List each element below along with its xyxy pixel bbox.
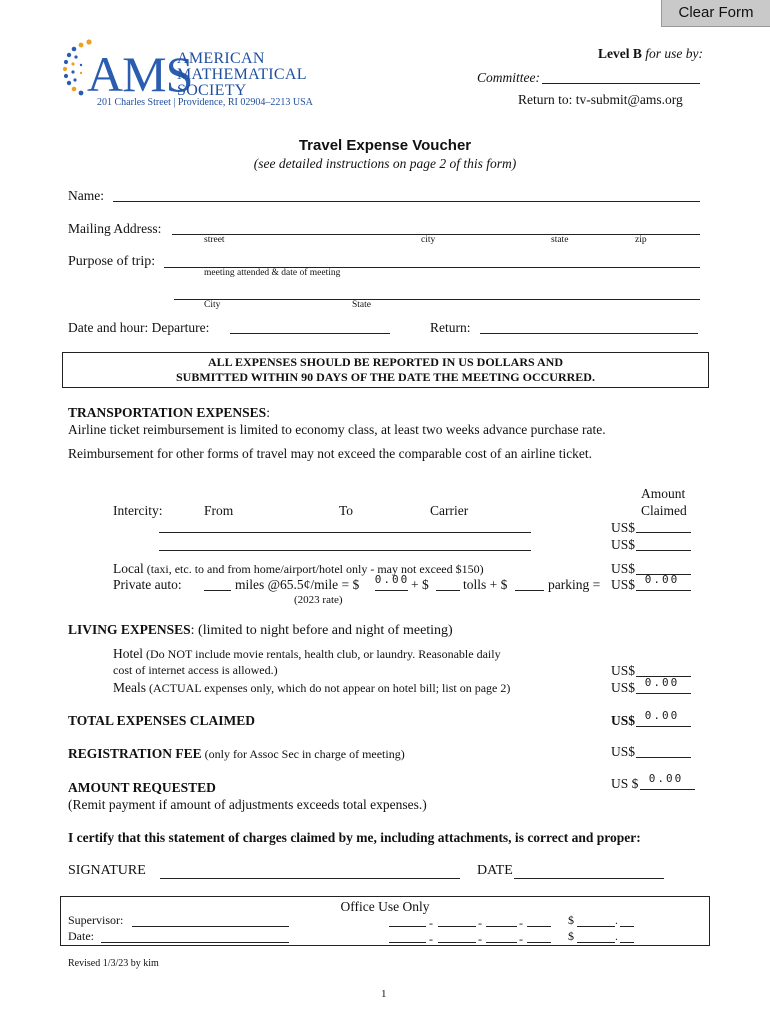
account-code-1c[interactable] [486,926,517,927]
level-b: Level B [598,46,642,61]
date-field[interactable] [514,878,664,879]
registration-label: REGISTRATION FEE [68,746,202,761]
living-note: : (limited to night before and night of meeting) [190,623,453,638]
to-header: To [339,503,354,518]
parking-field[interactable] [515,590,544,591]
account-code-1b[interactable] [438,926,476,927]
committee-field[interactable] [542,83,700,84]
dash: - [429,932,433,946]
registration-line [68,746,405,762]
office-amount-1[interactable] [577,926,615,927]
usd-label: US$ [611,561,636,576]
office-dollar-1: $ [568,913,574,927]
dash: - [519,916,523,930]
account-code-1d[interactable] [527,926,551,927]
state-hint-2: State [352,300,371,310]
notice-line-2: SUBMITTED WITHIN 90 DAYS OF THE DATE THE MEETING OCCURRED. [176,370,595,384]
office-dollar-2: $ [568,929,574,943]
ams-name-line-1: AMERICAN [177,50,265,67]
return-label: Return: [430,320,471,335]
usd-label: US$ [611,577,636,592]
miles-field[interactable] [204,590,231,591]
amount-header: Amount [641,486,686,501]
for-use-by: for use by: [641,46,703,61]
supervisor-label: Supervisor: [68,913,124,927]
date-label: DATE [477,863,513,878]
committee-label: Committee: [477,70,540,85]
meals-label: Meals [113,680,146,695]
meals-line [113,680,510,696]
city-hint-2: City [204,300,221,310]
intercity-amount-1[interactable] [636,532,691,533]
name-label: Name: [68,188,104,203]
purpose-label: Purpose of trip: [68,254,156,269]
departure-label: Date and hour: Departure: [68,320,210,335]
ams-logo-text: AMS [87,46,193,102]
mileage-amount-line [375,590,408,591]
office-cents-2[interactable] [620,942,634,943]
intercity-label: Intercity: [113,503,163,518]
total-amount-line [636,726,691,727]
page-title: Travel Expense Voucher [298,137,472,154]
account-code-2b[interactable] [438,942,476,943]
clear-form-button[interactable]: Clear Form [661,0,770,27]
total-expenses-amount[interactable]: 0.00 [644,709,680,722]
living-title: LIVING EXPENSES [68,622,191,637]
city-hint: city [421,235,436,245]
other-travel-note: Reimbursement for other forms of travel may not exceed the comparable cost of an airline ticket. [68,446,593,461]
state-hint: state [551,235,569,245]
signature-label: SIGNATURE [68,863,146,878]
meals-note: (ACTUAL expenses only, which do not appear on hotel bill; list on page 2) [146,681,511,695]
return-to: Return to: tv-submit@ams.org [518,92,683,107]
supervisor-field[interactable] [132,926,289,927]
office-dot-1: . [615,913,618,927]
office-amount-2[interactable] [577,942,615,943]
intercity-row-2-field[interactable] [159,550,531,551]
mailing-address-field[interactable] [172,234,700,235]
parking-label: parking = [548,577,601,592]
hotel-note-2: cost of internet access is allowed.) [113,663,278,677]
usd-label: US $ [611,776,639,791]
ams-logo-name [177,51,307,99]
local-label: Local [113,561,144,576]
name-field[interactable] [113,201,700,202]
account-code-2d[interactable] [527,942,551,943]
transportation-colon: : [266,405,270,420]
meeting-hint: meeting attended & date of meeting [204,268,341,278]
from-header: From [204,503,234,518]
office-cents-1[interactable] [620,926,634,927]
revised-note: Revised 1/3/23 by kim [68,958,159,969]
amount-requested-value[interactable]: 0.00 [648,772,684,785]
carrier-header: Carrier [430,503,469,518]
page-number: 1 [381,988,387,1000]
tolls-field[interactable] [436,590,460,591]
usd-label: US$ [611,520,636,535]
account-code-2a[interactable] [389,942,426,943]
meals-amount[interactable]: 0.00 [644,676,680,689]
notice-line-1: ALL EXPENSES SHOULD BE REPORTED IN US DOLLARS AND [208,355,563,369]
hotel-label: Hotel [113,646,143,661]
office-date-label: Date: [68,929,94,943]
amount-requested-line [640,789,695,790]
account-code-2c[interactable] [486,942,517,943]
meals-amount-line [636,693,691,694]
private-auto-label: Private auto: [113,577,182,592]
zip-hint: zip [635,235,647,245]
page-subtitle: (see detailed instructions on page 2 of this form) [253,156,517,171]
usd-label: US$ [611,680,636,695]
private-auto-amount-line [636,590,691,591]
dash: - [429,916,433,930]
tolls-label: tolls + $ [463,577,508,592]
registration-note: (only for Assoc Sec in charge of meeting) [201,747,405,761]
account-code-1a[interactable] [389,926,426,927]
dash: - [478,932,482,946]
dash: - [478,916,482,930]
dash: - [519,932,523,946]
office-dot-2: . [615,929,618,943]
signature-field[interactable] [160,878,460,879]
hotel-line [113,646,501,662]
usd-label: US$ [611,663,636,678]
purpose-location-field[interactable] [174,299,700,300]
usd-label: US$ [611,713,636,728]
amount-requested-label: AMOUNT REQUESTED [68,780,216,795]
office-date-field[interactable] [101,942,289,943]
return-field[interactable] [480,333,698,334]
departure-field[interactable] [230,333,390,334]
plus-dollar: + $ [411,577,429,592]
ams-name-line-3: SOCIETY [177,82,247,99]
airline-note: Airline ticket reimbursement is limited to economy class, at least two weeks advance purchase rate. [68,422,606,437]
transportation-heading [68,405,270,421]
ams-name-line-2: MATHEMATICAL [177,66,307,83]
certify-statement: I certify that this statement of charges claimed by me, including attachments, is correct and proper: [68,830,641,845]
private-auto-amount[interactable]: 0.00 [644,573,680,586]
office-use-heading: Office Use Only [340,899,430,914]
notice-box [62,352,709,388]
local-note: (taxi, etc. to and from home/airport/hotel only - may not exceed $150) [143,562,484,576]
miles-text: miles @65.5¢/mile = $ [235,577,360,592]
rate-year: (2023 rate) [294,594,343,606]
intercity-row-1-field[interactable] [159,532,531,533]
ams-address: 201 Charles Street | Providence, RI 02904–2213 USA [97,97,313,108]
registration-amount[interactable] [636,757,691,758]
hotel-note: (Do NOT include movie rentals, health club, or laundry. Reasonable daily [143,647,501,661]
transportation-title: TRANSPORTATION EXPENSES [68,405,267,420]
usd-label: US$ [611,744,636,759]
total-expenses-label: TOTAL EXPENSES CLAIMED [68,713,256,728]
mailing-address-label: Mailing Address: [68,221,162,236]
level-line [598,46,703,62]
intercity-amount-2[interactable] [636,550,691,551]
usd-label: US$ [611,537,636,552]
claimed-header: Claimed [641,503,687,518]
amount-requested-note: (Remit payment if amount of adjustments exceeds total expenses.) [68,797,427,812]
living-heading [68,622,453,639]
local-transport [113,561,484,577]
mileage-amount[interactable]: 0.00 [374,573,410,586]
street-hint: street [204,235,225,245]
